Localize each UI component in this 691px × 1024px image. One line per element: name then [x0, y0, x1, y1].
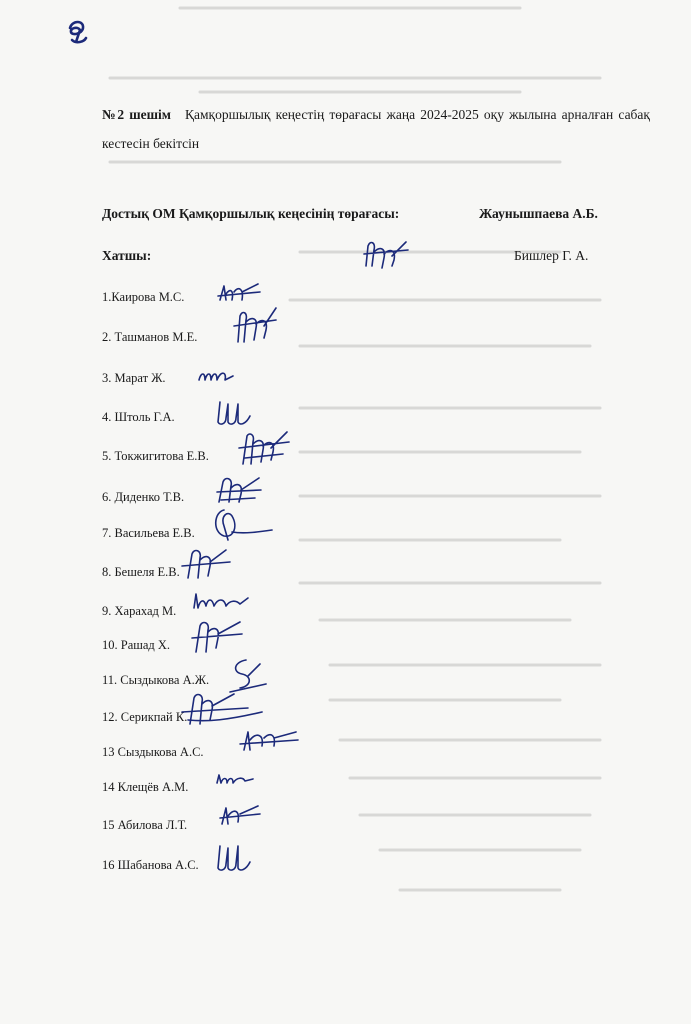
member-9-signature — [190, 588, 250, 616]
member-8-signature — [180, 544, 238, 584]
member-13-signature — [238, 726, 300, 756]
resolution-number: №2 шешім — [102, 107, 171, 122]
member-5-signature — [237, 428, 291, 468]
member-12: 12. Серикпай К. — [102, 710, 188, 724]
handwritten-digit-icon — [62, 18, 92, 52]
member-14-signature — [215, 771, 255, 787]
member-9: 9. Харахад М. — [102, 604, 177, 618]
secretary-label: Хатшы: — [102, 248, 152, 263]
resolution-text: Қамқоршылық кеңестің төрағасы жаңа 2024-2025 оқу жылына арналған сабақ кестесін бекітсін — [102, 107, 650, 151]
member-4: 4. Штоль Г.А. — [102, 410, 175, 424]
member-15-signature — [218, 802, 262, 830]
member-13: 13 Сыздыкова А.С. — [102, 745, 204, 759]
member-6: 6. Диденко Т.В. — [102, 490, 185, 504]
member-4-signature — [214, 396, 254, 430]
member-1-signature — [216, 280, 264, 306]
member-8: 8. Бешеля Е.В. — [102, 565, 180, 579]
member-10: 10. Рашад Х. — [102, 638, 171, 652]
member-2: 2. Ташманов М.Е. — [102, 330, 198, 344]
member-15: 15 Абилова Л.Т. — [102, 818, 188, 832]
member-3: 3. Марат Ж. — [102, 371, 166, 385]
resolution-paragraph — [102, 100, 650, 158]
member-1: 1.Каирова М.С. — [102, 290, 185, 304]
member-2-signature — [232, 304, 278, 348]
member-5: 5. Токжигитова Е.В. — [102, 449, 209, 463]
member-7-signature — [208, 502, 276, 544]
member-10-signature — [190, 618, 248, 658]
member-16: 16 Шабанова А.С. — [102, 858, 199, 872]
chair-name: Жаунышпаева А.Б. — [479, 206, 598, 221]
member-7: 7. Васильева Е.В. — [102, 526, 195, 540]
handwritten-page-number — [62, 18, 92, 52]
secretary-name: Бишлер Г. А. — [514, 248, 589, 263]
member-11: 11. Сыздыкова А.Ж. — [102, 673, 210, 687]
secretary-signature — [362, 236, 410, 274]
member-16-signature — [214, 840, 254, 876]
chair-label: Достық ОМ Қамқоршылық кеңесінің төрағасы: — [102, 206, 400, 221]
member-12-signature — [178, 690, 268, 730]
member-3-signature — [197, 364, 237, 386]
member-14: 14 Клещёв А.М. — [102, 780, 189, 794]
